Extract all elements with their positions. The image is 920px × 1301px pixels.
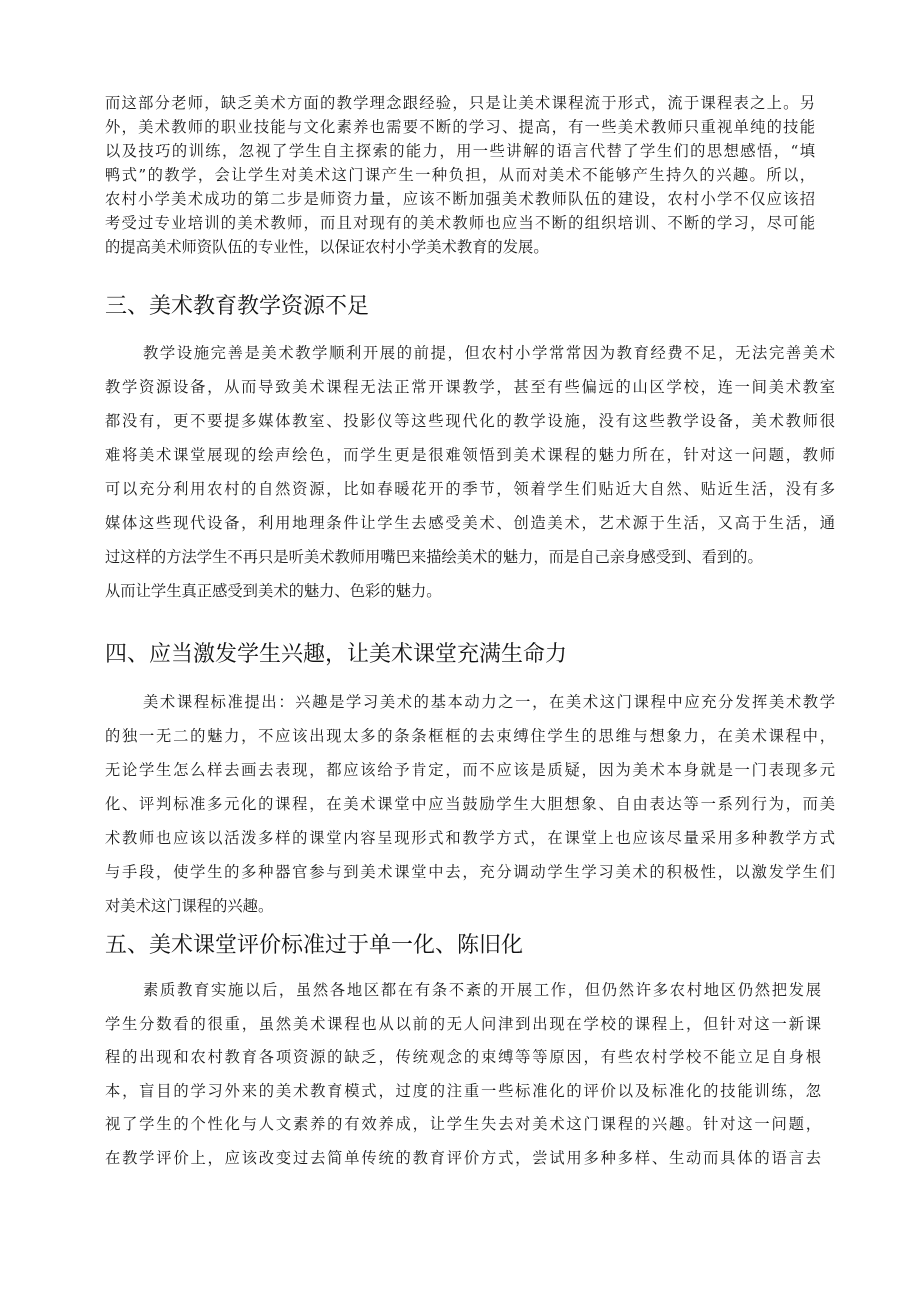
paragraph-line: 都没有，更不要提多媒体教室、投影仪等这些现代化的教学设施，没有这些教学设备，美术教师很 — [105, 412, 835, 430]
paragraph-line: 教学资源设备，从而导致美术课程无法正常开课教学，甚至有些偏远的山区学校，连一间美术教室 — [105, 378, 835, 396]
paragraph-line: 的独一无二的魅力，不应该出现太多的条条框框的去束缚住学生的思维与想象力，在美术课程中， — [105, 727, 835, 745]
paragraph-line: 的提高美术师资队伍的专业性，以保证农村小学美术教育的发展。 — [105, 238, 549, 256]
paragraph-line: 素质教育实施以后，虽然各地区都在有条不紊的开展工作，但仍然许多农村地区仍然把发展 — [143, 981, 821, 999]
paragraph-line: 过这样的方法学生不再只是听美术教师用嘴巴来描绘美术的魅力，而是自己亲身感受到、看到的。 — [105, 548, 763, 566]
paragraph-line: 可以充分利用农村的自然资源，比如春暖花开的季节，领着学生们贴近大自然、贴近生活，没有多 — [105, 480, 835, 498]
paragraph-line: 化、评判标准多元化的课程，在美术课堂中应当鼓励学生大胆想象、自由表达等一系列行为，而美 — [105, 795, 835, 813]
paragraph-line: 媒体这些现代设备，利用地理条件让学生去感受美术、创造美术，艺术源于生活，又高于生活，通 — [105, 514, 835, 532]
paragraph-line: 农村小学美术成功的第二步是师资力量，应该不断加强美术教师队伍的建设，农村小学不仅应该招 — [105, 190, 815, 208]
paragraph-line: 学生分数看的很重，虽然美术课程也从以前的无人问津到出现在学校的课程上，但针对这一新课 — [105, 1015, 821, 1033]
paragraph-line: 教学设施完善是美术教学顺利开展的前提，但农村小学常常因为教育经费不足，无法完善美术 — [143, 344, 835, 362]
paragraph-line: 考受过专业培训的美术教师，而且对现有的美术教师也应当不断的组织培训、不断的学习，尽可能 — [105, 214, 815, 232]
paragraph-line: 术教师也应该以活泼多样的课堂内容呈现形式和教学方式，在课堂上也应该尽量采用多种教学方式 — [105, 829, 835, 847]
paragraph-line: 以及技巧的训练，忽视了学生自主探索的能力，用一些讲解的语言代替了学生们的思想感悟，“填 — [105, 142, 815, 160]
paragraph-line: 难将美术课堂展现的绘声绘色，而学生更是很难领悟到美术课程的魅力所在，针对这一问题，教师 — [105, 446, 835, 464]
paragraph-line: 视了学生的个性化与人文素养的有效养成，让学生失去对美术这门课程的兴趣。针对这一问题， — [105, 1115, 821, 1133]
paragraph-line: 从而让学生真正感受到美术的魅力、色彩的魅力。 — [105, 582, 442, 600]
paragraph-line: 与手段，使学生的多种器官参与到美术课堂中去，充分调动学生学习美术的积极性，以激发学生们 — [105, 863, 835, 881]
paragraph-line: 对美术这门课程的兴趣。 — [105, 897, 274, 915]
section-heading: 三、美术教育教学资源不足 — [105, 294, 370, 319]
paragraph-line: 鸭式”的教学，会让学生对美术这门课产生一种负担，从而对美术不能够产生持久的兴趣。所以， — [105, 166, 815, 184]
section-heading: 四、应当激发学生兴趣，让美术课堂充满生命力 — [105, 642, 568, 667]
paragraph-line: 在教学评价上，应该改变过去简单传统的教育评价方式，尝试用多种多样、生动而具体的语言去 — [105, 1149, 821, 1167]
paragraph-line: 美术课程标准提出：兴趣是学习美术的基本动力之一，在美术这门课程中应充分发挥美术教学 — [143, 693, 835, 711]
paragraph-line: 而这部分老师，缺乏美术方面的教学理念跟经验，只是让美术课程流于形式，流于课程表之上。另 — [105, 94, 815, 112]
section-heading: 五、美术课堂评价标准过于单一化、陈旧化 — [105, 933, 524, 958]
paragraph-line: 无论学生怎么样去画去表现，都应该给予肯定，而不应该是质疑，因为美术本身就是一门表现多元 — [105, 761, 835, 779]
paragraph-line: 外，美术教师的职业技能与文化素养也需要不断的学习、提高，有一些美术教师只重视单纯的技能 — [105, 118, 815, 136]
paragraph-line: 本，盲目的学习外来的美术教育模式，过度的注重一些标准化的评价以及标准化的技能训练，忽 — [105, 1082, 821, 1100]
paragraph-line: 程的出现和农村教育各项资源的缺乏，传统观念的束缚等等原因，有些农村学校不能立足自身根 — [105, 1048, 821, 1066]
